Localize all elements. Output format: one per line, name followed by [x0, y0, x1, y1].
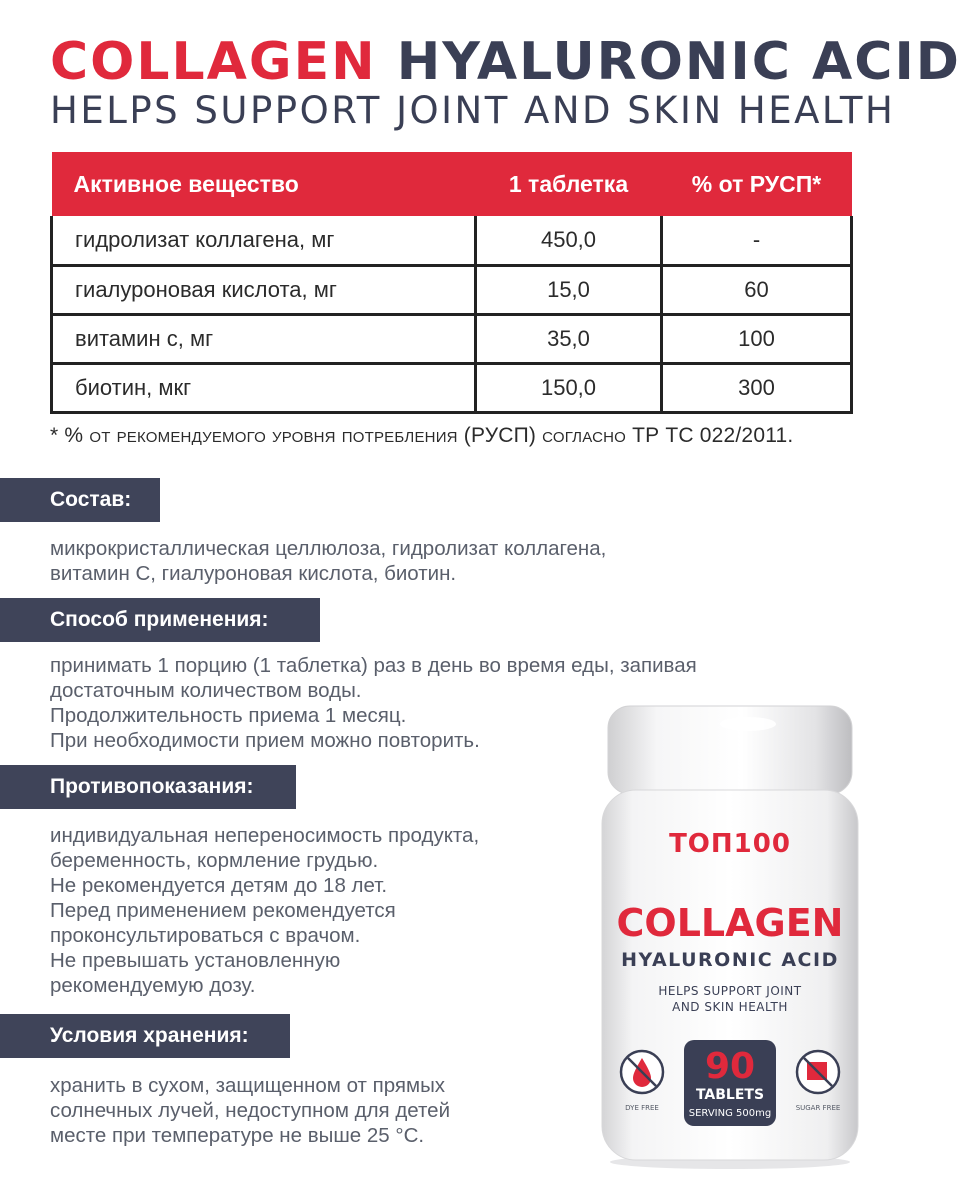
- page-title: [50, 32, 961, 92]
- label-collagen: COLLAGEN: [616, 901, 844, 945]
- table-cell-per-tablet: 15,0: [476, 265, 662, 314]
- table-cell-substance: витамин с, мг: [52, 314, 476, 363]
- table-cell-substance: биотин, мкг: [52, 363, 476, 412]
- table-row: [52, 363, 852, 412]
- section-label-composition: Состав:: [0, 478, 160, 522]
- tablet-count: 90: [704, 1046, 756, 1087]
- section-label-contraindications: Противопоказания:: [0, 765, 296, 809]
- title-hyaluronic-acid: HYALURONIC ACID: [396, 32, 961, 92]
- rusp-footnote: * % от рекомендуемого уровня потребления (РУСП) согласно ТР ТС 022/2011.: [50, 424, 794, 447]
- table-row: [52, 314, 852, 363]
- table-cell-rusp: 100: [662, 314, 852, 363]
- label-tagline-1: HELPS SUPPORT JOINT: [658, 984, 802, 998]
- table-cell-rusp: 300: [662, 363, 852, 412]
- title-collagen: COLLAGEN: [50, 32, 377, 92]
- table-cell-substance: гидролизат коллагена, мг: [52, 216, 476, 265]
- section-text-composition: микрокристаллическая целлюлоза, гидролизат коллагена, витамин С, гиалуроновая кислота, биотин.: [50, 537, 607, 585]
- column-header-per-tablet: 1 таблетка: [476, 152, 662, 216]
- tablet-unit: TABLETS: [695, 1087, 765, 1103]
- sugar-free-label: SUGAR FREE: [795, 1104, 841, 1112]
- table-row: [52, 265, 852, 314]
- column-header-substance: Активное вещество: [52, 152, 476, 216]
- serving-size: SERVING 500mg: [688, 1108, 772, 1119]
- section-label-storage: Условия хранения:: [0, 1014, 290, 1058]
- table-header-row: [52, 152, 852, 216]
- cap-highlight: [720, 717, 776, 731]
- table-row: [52, 216, 852, 265]
- table-cell-rusp: 60: [662, 265, 852, 314]
- section-text-usage: принимать 1 порцию (1 таблетка) раз в день во время еды, запивая достаточным количеством воды. Продолжительность приема 1 месяц. При необходимости прием можно повторить.: [50, 654, 697, 752]
- table-cell-substance: гиалуроновая кислота, мг: [52, 265, 476, 314]
- column-header-rusp: % от РУСП*: [662, 152, 852, 216]
- section-text-storage: хранить в сухом, защищенном от прямых солнечных лучей, недоступном для детей месте при температуре не выше 25 °С.: [50, 1074, 451, 1147]
- section-label-usage: Способ применения:: [0, 598, 320, 642]
- table-cell-per-tablet: 35,0: [476, 314, 662, 363]
- dye-free-label: DYE FREE: [625, 1104, 659, 1112]
- page-subtitle: HELPS SUPPORT JOINT AND SKIN HEALTH: [50, 89, 896, 132]
- nutrition-table: [50, 152, 853, 414]
- product-bottle-image: [600, 700, 860, 1170]
- section-text-contraindications: индивидуальная непереносимость продукта, беременность, кормление грудью. Не рекомендуется детям до 18 лет. Перед применением рекомендуется проконсультироваться с врачом. Не превышать установленную рекомендуемую дозу.: [50, 824, 480, 997]
- table-cell-per-tablet: 150,0: [476, 363, 662, 412]
- table-cell-per-tablet: 450,0: [476, 216, 662, 265]
- label-tagline-2: AND SKIN HEALTH: [672, 1000, 788, 1014]
- label-hyaluronic-acid: HYALURONIC ACID: [621, 949, 839, 971]
- table-cell-rusp: -: [662, 216, 852, 265]
- brand-logo: ТОП100: [669, 829, 791, 859]
